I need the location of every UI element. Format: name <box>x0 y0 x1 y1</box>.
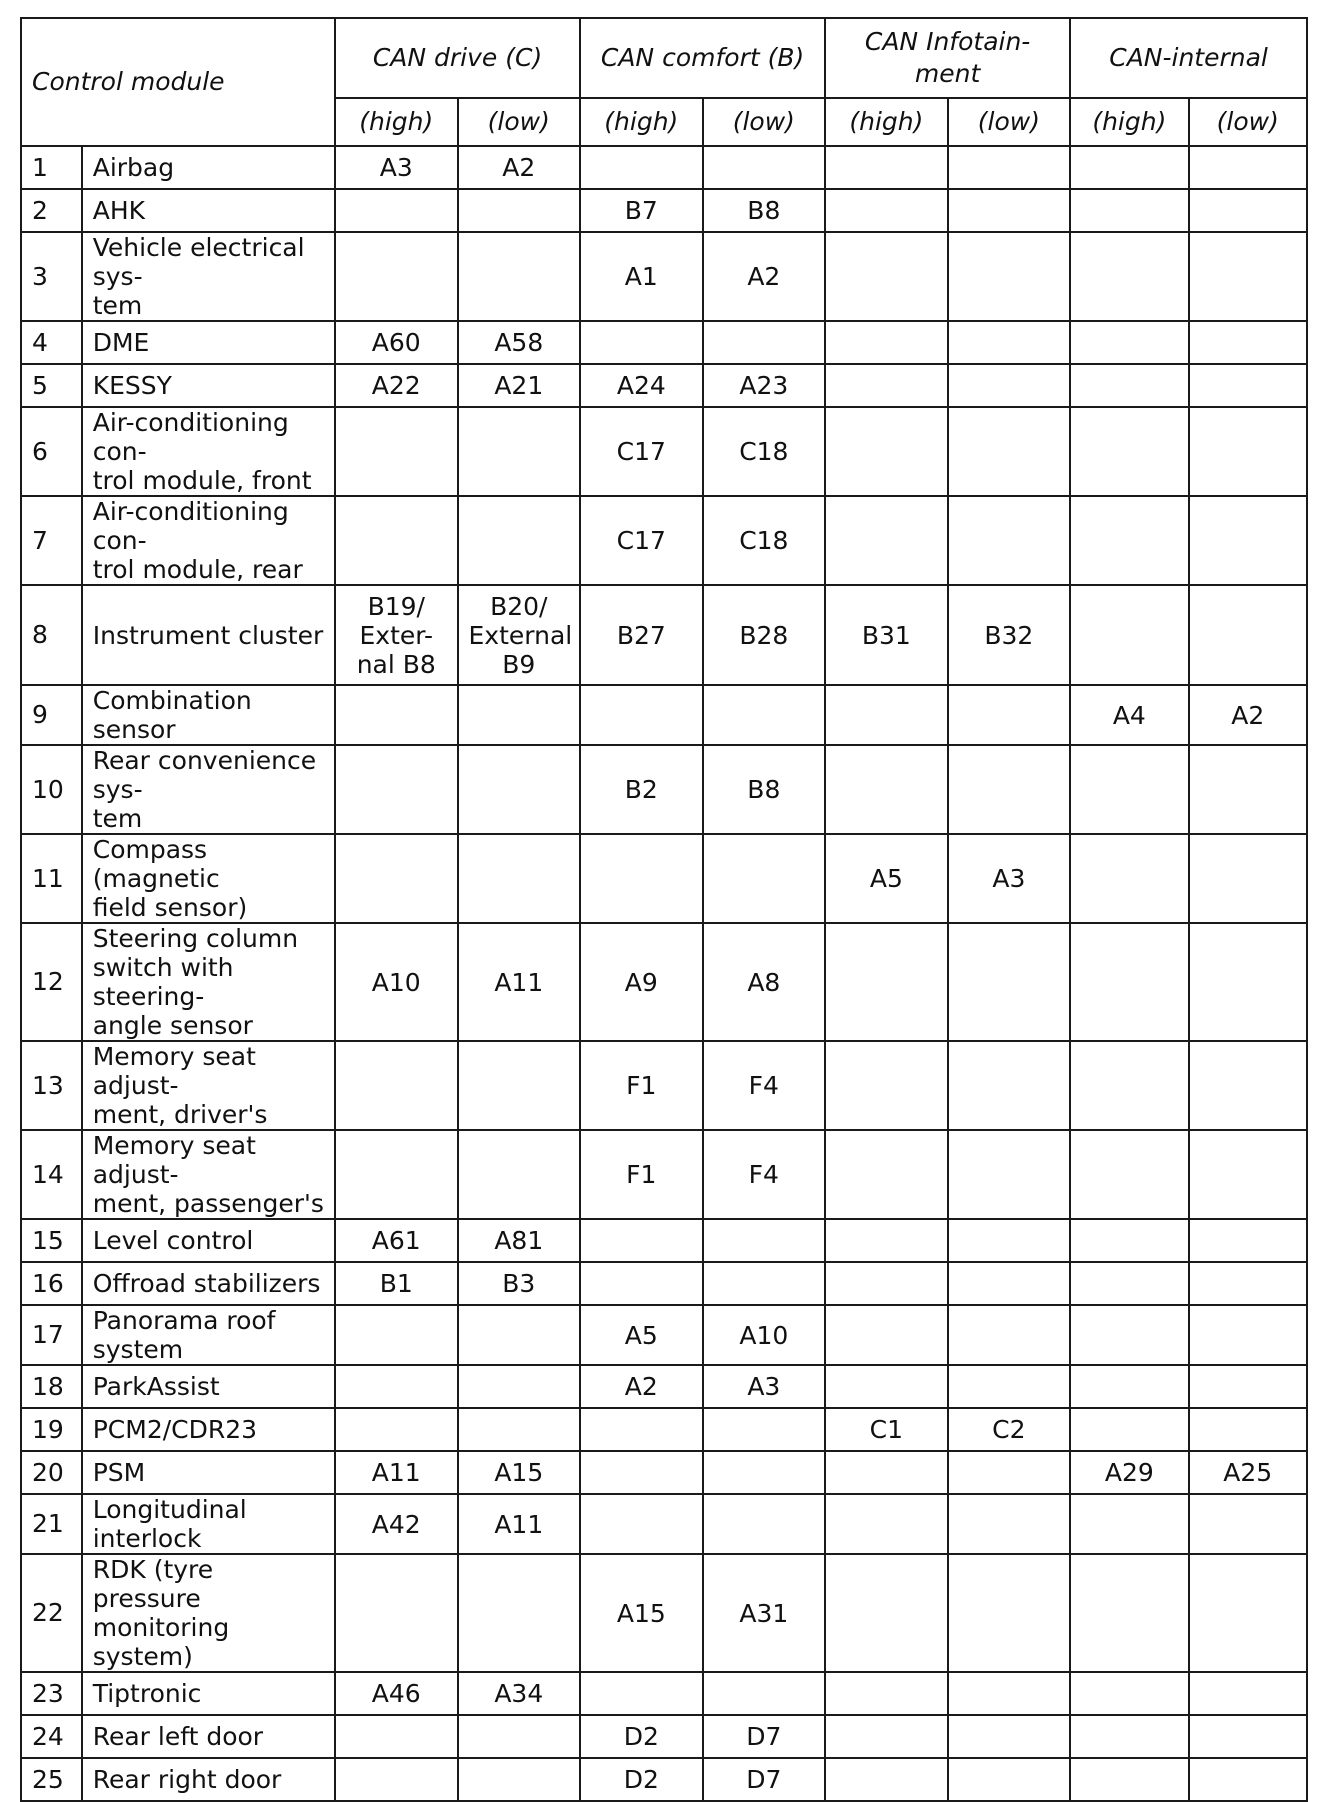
pin-cell <box>1189 923 1307 1041</box>
row-number: 5 <box>21 364 82 407</box>
row-number: 16 <box>21 1262 82 1305</box>
row-number: 4 <box>21 321 82 364</box>
pin-cell <box>948 685 1071 745</box>
pin-cell <box>1189 1130 1307 1219</box>
pin-cell: C1 <box>825 1408 948 1451</box>
pin-cell <box>1070 1408 1188 1451</box>
bus-header-can-internal: CAN-internal <box>1070 18 1307 98</box>
pin-cell <box>825 685 948 745</box>
pin-cell <box>335 189 458 232</box>
pin-cell: B32 <box>948 585 1071 685</box>
pin-cell <box>1189 1758 1307 1801</box>
pin-cell <box>1070 585 1188 685</box>
subheader-low: (low) <box>1189 98 1307 146</box>
pin-cell <box>458 1408 581 1451</box>
pin-cell <box>335 496 458 585</box>
pin-cell <box>1070 923 1188 1041</box>
pin-cell: A21 <box>458 364 581 407</box>
pin-cell <box>458 407 581 496</box>
pin-cell <box>825 1041 948 1130</box>
pin-cell <box>335 1041 458 1130</box>
pin-cell: A11 <box>458 1494 581 1554</box>
pin-cell <box>1070 1041 1188 1130</box>
table-row <box>21 1758 1307 1801</box>
pin-cell <box>335 232 458 321</box>
pin-cell <box>580 1219 703 1262</box>
row-number: 21 <box>21 1494 82 1554</box>
pin-cell: A3 <box>335 146 458 189</box>
pin-cell: A23 <box>703 364 826 407</box>
row-number: 15 <box>21 1219 82 1262</box>
pin-cell <box>948 1672 1071 1715</box>
pin-cell <box>1189 189 1307 232</box>
table-row <box>21 1365 1307 1408</box>
bus-header-can-infotainment: CAN Infotain- ment <box>825 18 1070 98</box>
control-module-name: Tiptronic <box>82 1672 335 1715</box>
table-row <box>21 1408 1307 1451</box>
pin-cell <box>825 923 948 1041</box>
pin-cell <box>703 1262 826 1305</box>
table-row <box>21 1554 1307 1672</box>
control-module-name: Air-conditioning con- trol module, front <box>82 407 335 496</box>
pin-cell: B31 <box>825 585 948 685</box>
pin-cell <box>1189 1219 1307 1262</box>
pin-cell: A5 <box>580 1305 703 1365</box>
pin-cell: B20/ External B9 <box>458 585 581 685</box>
pin-cell <box>1070 146 1188 189</box>
pin-cell: A15 <box>580 1554 703 1672</box>
pin-cell <box>458 685 581 745</box>
row-number: 6 <box>21 407 82 496</box>
pin-cell <box>825 745 948 834</box>
pin-cell: A60 <box>335 321 458 364</box>
control-module-name: Rear left door <box>82 1715 335 1758</box>
control-module-name: Offroad stabilizers <box>82 1262 335 1305</box>
pin-cell <box>580 1408 703 1451</box>
pin-cell: B8 <box>703 189 826 232</box>
pin-cell: A3 <box>948 834 1071 923</box>
pin-cell <box>335 834 458 923</box>
pin-cell <box>1189 1672 1307 1715</box>
pin-cell: A8 <box>703 923 826 1041</box>
row-number: 19 <box>21 1408 82 1451</box>
pin-cell <box>825 407 948 496</box>
pin-cell <box>458 745 581 834</box>
table-row <box>21 685 1307 745</box>
row-number: 10 <box>21 745 82 834</box>
control-module-name: Steering column switch with steering- angle sensor <box>82 923 335 1041</box>
pin-cell <box>948 923 1071 1041</box>
control-module-name: Compass (magnetic field sensor) <box>82 834 335 923</box>
pin-cell <box>1070 189 1188 232</box>
pin-cell <box>1070 1305 1188 1365</box>
bus-header-can-comfort: CAN comfort (B) <box>580 18 825 98</box>
pin-cell: A10 <box>335 923 458 1041</box>
control-module-name: Instrument cluster <box>82 585 335 685</box>
pin-cell <box>825 364 948 407</box>
pin-cell <box>335 1130 458 1219</box>
pin-cell <box>825 1305 948 1365</box>
pin-cell <box>703 321 826 364</box>
pin-cell <box>825 1758 948 1801</box>
row-number: 8 <box>21 585 82 685</box>
table-row <box>21 585 1307 685</box>
subheader-low: (low) <box>948 98 1071 146</box>
pin-cell: D7 <box>703 1758 826 1801</box>
pin-cell <box>335 407 458 496</box>
pin-cell: A15 <box>458 1451 581 1494</box>
table-body <box>21 146 1307 1801</box>
pin-cell: F4 <box>703 1130 826 1219</box>
pin-cell: A1 <box>580 232 703 321</box>
pin-cell: A81 <box>458 1219 581 1262</box>
pin-cell <box>580 321 703 364</box>
table-row <box>21 1715 1307 1758</box>
pin-cell: A58 <box>458 321 581 364</box>
pin-cell <box>335 685 458 745</box>
control-module-name: Airbag <box>82 146 335 189</box>
pin-cell <box>703 1451 826 1494</box>
pin-cell <box>1070 1554 1188 1672</box>
table-row <box>21 321 1307 364</box>
pin-cell <box>948 745 1071 834</box>
pin-cell <box>1189 585 1307 685</box>
table-row <box>21 1305 1307 1365</box>
pin-cell <box>580 1262 703 1305</box>
pin-cell <box>1070 364 1188 407</box>
pin-cell <box>948 1715 1071 1758</box>
table-row <box>21 496 1307 585</box>
pin-cell <box>825 1494 948 1554</box>
subheader-low: (low) <box>703 98 826 146</box>
pin-cell <box>1070 321 1188 364</box>
pin-cell <box>1070 1715 1188 1758</box>
table-row <box>21 1672 1307 1715</box>
pin-cell <box>703 1219 826 1262</box>
pin-cell <box>948 1365 1071 1408</box>
control-module-name: KESSY <box>82 364 335 407</box>
row-number: 13 <box>21 1041 82 1130</box>
control-module-name: RDK (tyre pressure monitoring system) <box>82 1554 335 1672</box>
pin-cell: A10 <box>703 1305 826 1365</box>
pin-cell <box>458 1041 581 1130</box>
row-number: 22 <box>21 1554 82 1672</box>
pin-cell <box>458 1758 581 1801</box>
pin-cell: A9 <box>580 923 703 1041</box>
pin-cell <box>1189 321 1307 364</box>
pin-cell: C17 <box>580 407 703 496</box>
pin-cell: F4 <box>703 1041 826 1130</box>
pin-cell: B7 <box>580 189 703 232</box>
row-number: 2 <box>21 189 82 232</box>
row-number: 23 <box>21 1672 82 1715</box>
table-row <box>21 745 1307 834</box>
pin-cell <box>1189 745 1307 834</box>
table-row <box>21 1130 1307 1219</box>
pin-cell <box>335 1715 458 1758</box>
subheader-high: (high) <box>580 98 703 146</box>
pin-cell <box>335 1365 458 1408</box>
pin-cell <box>948 1262 1071 1305</box>
pin-cell <box>825 146 948 189</box>
pin-cell: A2 <box>458 146 581 189</box>
control-module-name: Vehicle electrical sys- tem <box>82 232 335 321</box>
pin-cell: A2 <box>580 1365 703 1408</box>
control-module-name: ParkAssist <box>82 1365 335 1408</box>
pin-cell <box>458 834 581 923</box>
pin-cell: F1 <box>580 1041 703 1130</box>
pin-cell: B28 <box>703 585 826 685</box>
pin-cell <box>703 1408 826 1451</box>
pin-cell: D7 <box>703 1715 826 1758</box>
pin-cell <box>948 1041 1071 1130</box>
pin-cell: A61 <box>335 1219 458 1262</box>
pin-cell <box>580 1451 703 1494</box>
pin-cell <box>703 146 826 189</box>
pin-cell <box>1070 1758 1188 1801</box>
pin-cell <box>948 232 1071 321</box>
subheader-low: (low) <box>458 98 581 146</box>
pin-cell <box>1070 496 1188 585</box>
pin-cell <box>825 1262 948 1305</box>
table-row <box>21 407 1307 496</box>
pin-cell <box>458 1365 581 1408</box>
control-module-name: Memory seat adjust- ment, passenger's <box>82 1130 335 1219</box>
pin-cell <box>1070 1130 1188 1219</box>
pin-cell <box>335 1305 458 1365</box>
pin-cell <box>948 1305 1071 1365</box>
pin-cell <box>335 745 458 834</box>
row-number: 7 <box>21 496 82 585</box>
pin-cell <box>948 146 1071 189</box>
control-module-name: PCM2/CDR23 <box>82 1408 335 1451</box>
pin-cell: A2 <box>1189 685 1307 745</box>
control-module-name: Longitudinal interlock <box>82 1494 335 1554</box>
pin-cell <box>825 189 948 232</box>
table-row <box>21 364 1307 407</box>
can-connector-table <box>20 17 1308 1802</box>
pin-cell <box>948 1451 1071 1494</box>
pin-cell <box>703 685 826 745</box>
pin-cell: A22 <box>335 364 458 407</box>
pin-cell <box>580 146 703 189</box>
pin-cell <box>1189 1305 1307 1365</box>
pin-cell <box>458 1554 581 1672</box>
pin-cell <box>825 1554 948 1672</box>
pin-cell <box>458 1305 581 1365</box>
pin-cell <box>703 834 826 923</box>
pin-cell: B8 <box>703 745 826 834</box>
pin-cell: A34 <box>458 1672 581 1715</box>
pin-cell <box>335 1554 458 1672</box>
pin-cell <box>948 496 1071 585</box>
pin-cell <box>948 321 1071 364</box>
pin-cell: A31 <box>703 1554 826 1672</box>
pin-cell <box>1189 146 1307 189</box>
table-row <box>21 923 1307 1041</box>
pin-cell <box>948 364 1071 407</box>
pin-cell: A2 <box>703 232 826 321</box>
pin-cell <box>948 1494 1071 1554</box>
pin-cell <box>825 1451 948 1494</box>
pin-cell <box>1189 496 1307 585</box>
pin-cell <box>948 1554 1071 1672</box>
pin-cell <box>580 1494 703 1554</box>
pin-cell <box>825 1715 948 1758</box>
pin-cell <box>1189 1494 1307 1554</box>
control-module-header: Control module <box>21 18 335 146</box>
row-number: 25 <box>21 1758 82 1801</box>
pin-cell <box>458 496 581 585</box>
pin-cell <box>703 1494 826 1554</box>
pin-cell <box>948 1758 1071 1801</box>
pin-cell <box>825 1219 948 1262</box>
pin-cell <box>1070 1219 1188 1262</box>
pin-cell <box>1189 1262 1307 1305</box>
pin-cell <box>825 321 948 364</box>
table-row <box>21 189 1307 232</box>
pin-cell: C18 <box>703 407 826 496</box>
pin-cell: B19/ Exter- nal B8 <box>335 585 458 685</box>
pin-cell: A4 <box>1070 685 1188 745</box>
pin-cell <box>1189 1365 1307 1408</box>
pin-cell <box>948 1130 1071 1219</box>
pin-cell: B27 <box>580 585 703 685</box>
pin-cell <box>458 1715 581 1758</box>
pin-cell: C17 <box>580 496 703 585</box>
row-number: 20 <box>21 1451 82 1494</box>
table-row <box>21 1451 1307 1494</box>
pin-cell <box>1070 1494 1188 1554</box>
pin-cell: B2 <box>580 745 703 834</box>
pin-cell <box>825 232 948 321</box>
pin-cell <box>1189 1041 1307 1130</box>
pin-cell <box>948 407 1071 496</box>
pin-cell: A42 <box>335 1494 458 1554</box>
control-module-name: Combination sensor <box>82 685 335 745</box>
pin-cell <box>1189 1554 1307 1672</box>
subheader-high: (high) <box>335 98 458 146</box>
table-row <box>21 1262 1307 1305</box>
pin-cell <box>1070 1262 1188 1305</box>
control-module-name: Rear right door <box>82 1758 335 1801</box>
row-number: 17 <box>21 1305 82 1365</box>
pin-cell <box>825 496 948 585</box>
pin-cell: A29 <box>1070 1451 1188 1494</box>
pin-cell: D2 <box>580 1715 703 1758</box>
pin-cell: C2 <box>948 1408 1071 1451</box>
pin-cell: A25 <box>1189 1451 1307 1494</box>
pin-cell <box>580 685 703 745</box>
pin-cell: D2 <box>580 1758 703 1801</box>
subheader-high: (high) <box>825 98 948 146</box>
pin-cell <box>458 232 581 321</box>
pin-cell <box>1070 1365 1188 1408</box>
pin-cell: A46 <box>335 1672 458 1715</box>
pin-cell <box>948 1219 1071 1262</box>
pin-cell <box>1070 745 1188 834</box>
control-module-name: PSM <box>82 1451 335 1494</box>
pin-cell: A5 <box>825 834 948 923</box>
pin-cell <box>948 189 1071 232</box>
pin-cell: B3 <box>458 1262 581 1305</box>
pin-cell <box>825 1365 948 1408</box>
control-module-name: Panorama roof system <box>82 1305 335 1365</box>
pin-cell <box>1070 1672 1188 1715</box>
pin-cell <box>825 1672 948 1715</box>
control-module-name: Memory seat adjust- ment, driver's <box>82 1041 335 1130</box>
pin-cell <box>825 1130 948 1219</box>
pin-cell: B1 <box>335 1262 458 1305</box>
table-row <box>21 146 1307 189</box>
pin-cell <box>1070 407 1188 496</box>
pin-cell: C18 <box>703 496 826 585</box>
control-module-name: Air-conditioning con- trol module, rear <box>82 496 335 585</box>
pin-cell <box>1189 232 1307 321</box>
pin-cell <box>335 1408 458 1451</box>
row-number: 11 <box>21 834 82 923</box>
subheader-high: (high) <box>1070 98 1188 146</box>
control-module-name: Rear convenience sys- tem <box>82 745 335 834</box>
pin-cell: F1 <box>580 1130 703 1219</box>
row-number: 24 <box>21 1715 82 1758</box>
row-number: 14 <box>21 1130 82 1219</box>
control-module-name: DME <box>82 321 335 364</box>
table-row <box>21 1219 1307 1262</box>
row-number: 12 <box>21 923 82 1041</box>
pin-cell <box>580 1672 703 1715</box>
row-number: 3 <box>21 232 82 321</box>
pin-cell <box>1189 1408 1307 1451</box>
pin-cell <box>1070 834 1188 923</box>
table-header <box>21 18 1307 146</box>
pin-cell <box>335 1758 458 1801</box>
table-row <box>21 232 1307 321</box>
pin-cell <box>1189 364 1307 407</box>
pin-cell: A11 <box>335 1451 458 1494</box>
pin-cell <box>703 1672 826 1715</box>
pin-cell: A3 <box>703 1365 826 1408</box>
control-module-name: Level control <box>82 1219 335 1262</box>
pin-cell: A11 <box>458 923 581 1041</box>
pin-cell <box>1189 407 1307 496</box>
pin-cell <box>458 1130 581 1219</box>
table-row <box>21 1041 1307 1130</box>
row-number: 9 <box>21 685 82 745</box>
table-row <box>21 1494 1307 1554</box>
pin-cell: A24 <box>580 364 703 407</box>
pin-cell <box>580 834 703 923</box>
row-number: 1 <box>21 146 82 189</box>
control-module-name: AHK <box>82 189 335 232</box>
pin-cell <box>1070 232 1188 321</box>
row-number: 18 <box>21 1365 82 1408</box>
pin-cell <box>1189 834 1307 923</box>
table-row <box>21 834 1307 923</box>
pin-cell <box>458 189 581 232</box>
pin-cell <box>1189 1715 1307 1758</box>
bus-header-can-drive: CAN drive (C) <box>335 18 580 98</box>
